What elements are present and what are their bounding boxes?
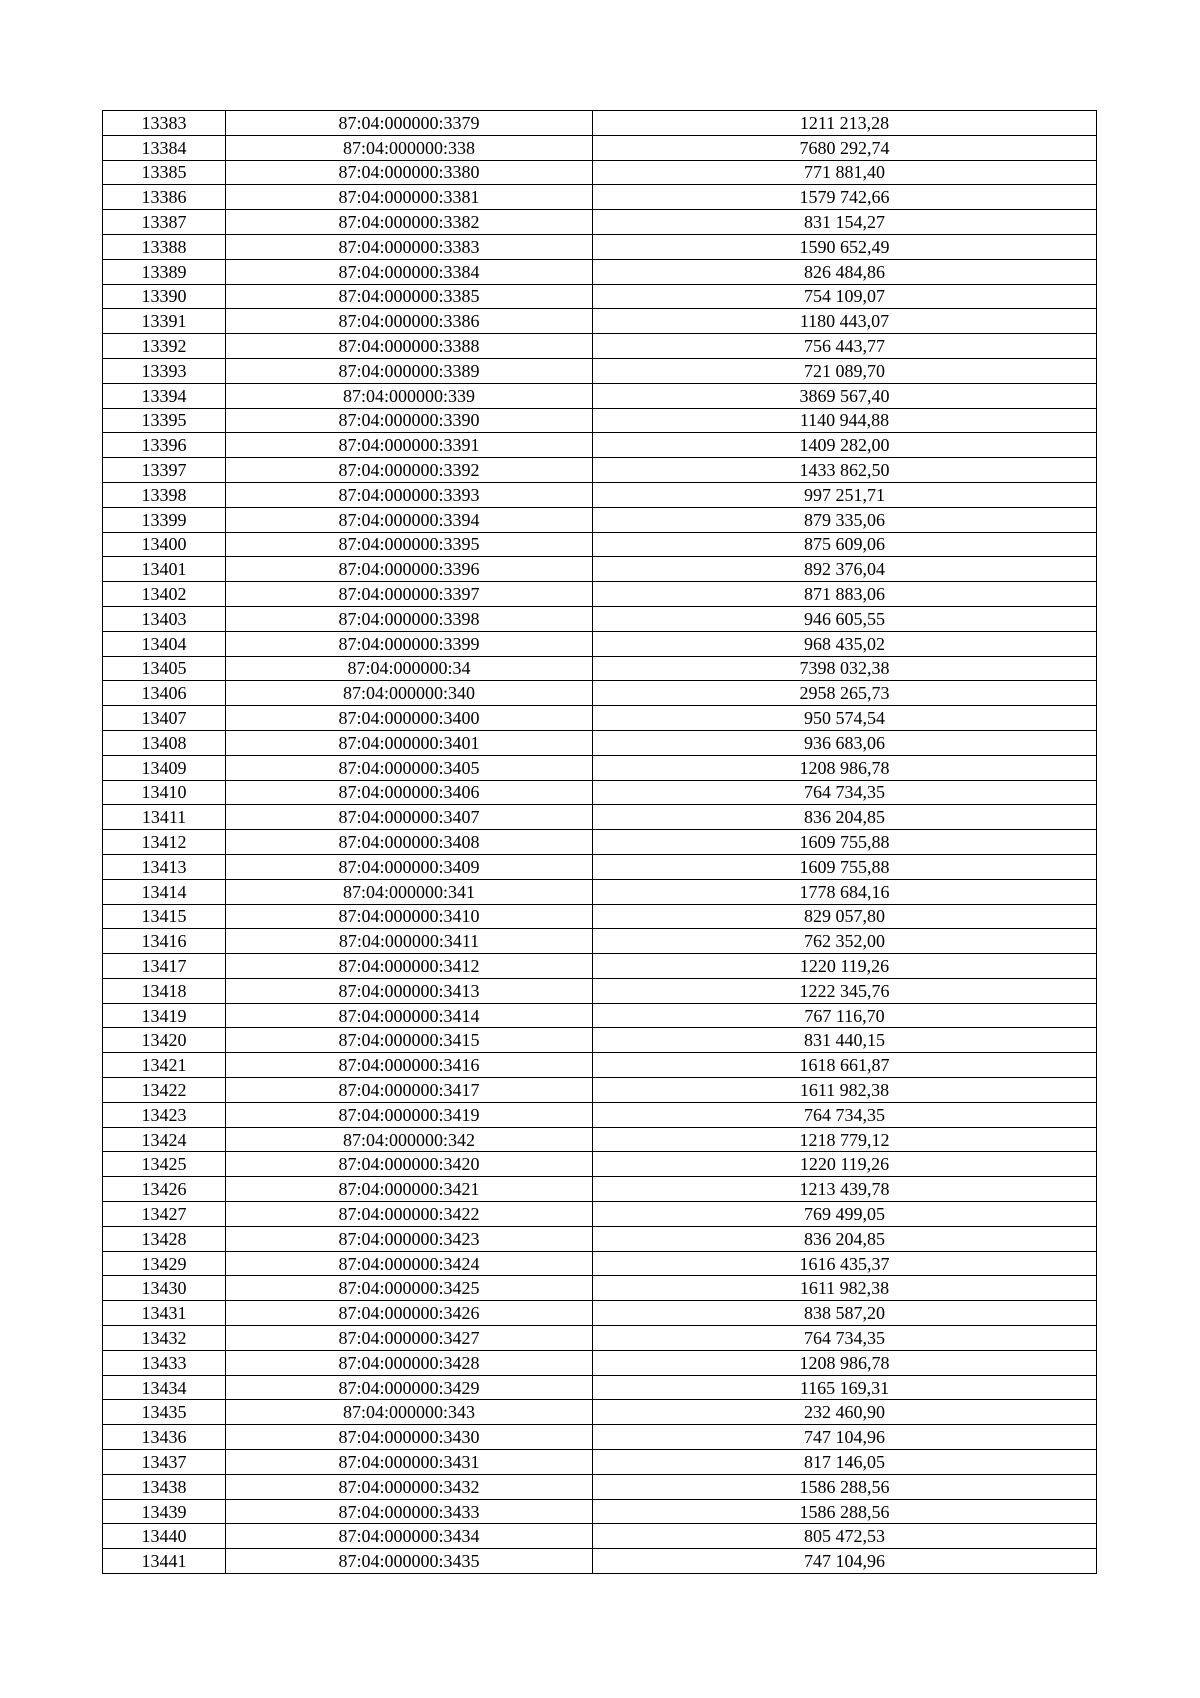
- cadastral-value-cell: 1140 944,88: [593, 408, 1097, 433]
- table-row: [103, 1450, 1097, 1475]
- row-number-cell: 13429: [103, 1251, 226, 1276]
- cadastral-value-cell: 826 484,86: [593, 259, 1097, 284]
- cadastral-number-cell: 87:04:000000:3399: [226, 631, 593, 656]
- cadastral-value-cell: 1180 443,07: [593, 309, 1097, 334]
- cadastral-number-cell: 87:04:000000:343: [226, 1400, 593, 1425]
- cadastral-value-cell: 769 499,05: [593, 1202, 1097, 1227]
- table-row: [103, 830, 1097, 855]
- table-row: [103, 1524, 1097, 1549]
- row-number-cell: 13424: [103, 1127, 226, 1152]
- table-row: [103, 1102, 1097, 1127]
- table-row: [103, 507, 1097, 532]
- cadastral-value-cell: 1611 982,38: [593, 1276, 1097, 1301]
- cadastral-value-cell: 3869 567,40: [593, 383, 1097, 408]
- table-row: [103, 730, 1097, 755]
- table-row: [103, 1549, 1097, 1574]
- cadastral-value-cell: 764 734,35: [593, 1326, 1097, 1351]
- table-row: [103, 557, 1097, 582]
- row-number-cell: 13408: [103, 730, 226, 755]
- cadastral-value-cell: 1165 169,31: [593, 1375, 1097, 1400]
- cadastral-value-cell: 968 435,02: [593, 631, 1097, 656]
- cadastral-value-cell: 805 472,53: [593, 1524, 1097, 1549]
- cadastral-number-cell: 87:04:000000:3390: [226, 408, 593, 433]
- row-number-cell: 13436: [103, 1425, 226, 1450]
- cadastral-value-cell: 875 609,06: [593, 532, 1097, 557]
- row-number-cell: 13438: [103, 1474, 226, 1499]
- cadastral-value-cell: 1409 282,00: [593, 433, 1097, 458]
- table-row: [103, 978, 1097, 1003]
- cadastral-value-cell: 1218 779,12: [593, 1127, 1097, 1152]
- cadastral-value-cell: 1609 755,88: [593, 830, 1097, 855]
- cadastral-value-cell: 1208 986,78: [593, 755, 1097, 780]
- table-row: [103, 954, 1097, 979]
- cadastral-value-cell: 871 883,06: [593, 582, 1097, 607]
- cadastral-value-cell: 1220 119,26: [593, 1152, 1097, 1177]
- row-number-cell: 13403: [103, 606, 226, 631]
- cadastral-number-cell: 87:04:000000:3420: [226, 1152, 593, 1177]
- cadastral-value-cell: 831 154,27: [593, 210, 1097, 235]
- row-number-cell: 13420: [103, 1028, 226, 1053]
- row-number-cell: 13409: [103, 755, 226, 780]
- cadastral-number-cell: 87:04:000000:3409: [226, 854, 593, 879]
- cadastral-value-cell: 1222 345,76: [593, 978, 1097, 1003]
- cadastral-value-cell: 1208 986,78: [593, 1350, 1097, 1375]
- cadastral-number-cell: 87:04:000000:3423: [226, 1226, 593, 1251]
- cadastral-value-cell: 1213 439,78: [593, 1177, 1097, 1202]
- cadastral-number-cell: 87:04:000000:3410: [226, 904, 593, 929]
- cadastral-number-cell: 87:04:000000:3411: [226, 929, 593, 954]
- row-number-cell: 13407: [103, 706, 226, 731]
- row-number-cell: 13399: [103, 507, 226, 532]
- row-number-cell: 13439: [103, 1499, 226, 1524]
- cadastral-number-cell: 87:04:000000:3416: [226, 1053, 593, 1078]
- table-row: [103, 582, 1097, 607]
- table-row: [103, 1425, 1097, 1450]
- table-row: [103, 1350, 1097, 1375]
- row-number-cell: 13421: [103, 1053, 226, 1078]
- row-number-cell: 13394: [103, 383, 226, 408]
- row-number-cell: 13400: [103, 532, 226, 557]
- table-row: [103, 358, 1097, 383]
- row-number-cell: 13434: [103, 1375, 226, 1400]
- cadastral-value-cell: 2958 265,73: [593, 681, 1097, 706]
- row-number-cell: 13410: [103, 780, 226, 805]
- cadastral-number-cell: 87:04:000000:3434: [226, 1524, 593, 1549]
- row-number-cell: 13396: [103, 433, 226, 458]
- row-number-cell: 13432: [103, 1326, 226, 1351]
- cadastral-number-cell: 87:04:000000:3405: [226, 755, 593, 780]
- row-number-cell: 13401: [103, 557, 226, 582]
- table-row: [103, 210, 1097, 235]
- cadastral-value-cell: 950 574,54: [593, 706, 1097, 731]
- row-number-cell: 13419: [103, 1003, 226, 1028]
- cadastral-value-cell: 1579 742,66: [593, 185, 1097, 210]
- table-row: [103, 334, 1097, 359]
- row-number-cell: 13414: [103, 879, 226, 904]
- table-row: [103, 1226, 1097, 1251]
- table-row: [103, 259, 1097, 284]
- table-row: [103, 656, 1097, 681]
- cadastral-number-cell: 87:04:000000:3406: [226, 780, 593, 805]
- cadastral-number-cell: 87:04:000000:3384: [226, 259, 593, 284]
- cadastral-value-cell: 764 734,35: [593, 1102, 1097, 1127]
- cadastral-value-cell: 762 352,00: [593, 929, 1097, 954]
- table-row: [103, 135, 1097, 160]
- cadastral-number-cell: 87:04:000000:3431: [226, 1450, 593, 1475]
- table-row: [103, 234, 1097, 259]
- cadastral-number-cell: 87:04:000000:3426: [226, 1301, 593, 1326]
- cadastral-number-cell: 87:04:000000:3412: [226, 954, 593, 979]
- cadastral-number-cell: 87:04:000000:3381: [226, 185, 593, 210]
- table-row: [103, 1276, 1097, 1301]
- table-row: [103, 1152, 1097, 1177]
- cadastral-number-cell: 87:04:000000:3383: [226, 234, 593, 259]
- cadastral-value-cell: 936 683,06: [593, 730, 1097, 755]
- cadastral-number-cell: 87:04:000000:3388: [226, 334, 593, 359]
- row-number-cell: 13411: [103, 805, 226, 830]
- row-number-cell: 13418: [103, 978, 226, 1003]
- cadastral-value-cell: 754 109,07: [593, 284, 1097, 309]
- cadastral-value-cell: 771 881,40: [593, 160, 1097, 185]
- cadastral-number-cell: 87:04:000000:3393: [226, 482, 593, 507]
- row-number-cell: 13391: [103, 309, 226, 334]
- cadastral-value-cell: 747 104,96: [593, 1549, 1097, 1574]
- row-number-cell: 13430: [103, 1276, 226, 1301]
- table-row: [103, 1127, 1097, 1152]
- row-number-cell: 13425: [103, 1152, 226, 1177]
- row-number-cell: 13417: [103, 954, 226, 979]
- cadastral-value-table: [102, 110, 1097, 1574]
- cadastral-value-cell: 1211 213,28: [593, 111, 1097, 136]
- row-number-cell: 13390: [103, 284, 226, 309]
- row-number-cell: 13398: [103, 482, 226, 507]
- cadastral-number-cell: 87:04:000000:3398: [226, 606, 593, 631]
- row-number-cell: 13406: [103, 681, 226, 706]
- cadastral-number-cell: 87:04:000000:3427: [226, 1326, 593, 1351]
- table-row: [103, 383, 1097, 408]
- row-number-cell: 13423: [103, 1102, 226, 1127]
- cadastral-number-cell: 87:04:000000:338: [226, 135, 593, 160]
- cadastral-number-cell: 87:04:000000:3394: [226, 507, 593, 532]
- table-row: [103, 631, 1097, 656]
- cadastral-number-cell: 87:04:000000:3428: [226, 1350, 593, 1375]
- row-number-cell: 13393: [103, 358, 226, 383]
- cadastral-value-cell: 831 440,15: [593, 1028, 1097, 1053]
- table-row: [103, 755, 1097, 780]
- cadastral-number-cell: 87:04:000000:3424: [226, 1251, 593, 1276]
- row-number-cell: 13402: [103, 582, 226, 607]
- cadastral-number-cell: 87:04:000000:34: [226, 656, 593, 681]
- cadastral-value-cell: 1433 862,50: [593, 458, 1097, 483]
- cadastral-value-cell: 767 116,70: [593, 1003, 1097, 1028]
- table-row: [103, 532, 1097, 557]
- cadastral-value-cell: 1618 661,87: [593, 1053, 1097, 1078]
- cadastral-number-cell: 87:04:000000:3414: [226, 1003, 593, 1028]
- row-number-cell: 13413: [103, 854, 226, 879]
- table-row: [103, 111, 1097, 136]
- table-row: [103, 1499, 1097, 1524]
- cadastral-value-cell: 7398 032,38: [593, 656, 1097, 681]
- cadastral-number-cell: 87:04:000000:3395: [226, 532, 593, 557]
- row-number-cell: 13405: [103, 656, 226, 681]
- cadastral-number-cell: 87:04:000000:3415: [226, 1028, 593, 1053]
- cadastral-number-cell: 87:04:000000:3407: [226, 805, 593, 830]
- row-number-cell: 13384: [103, 135, 226, 160]
- table-row: [103, 408, 1097, 433]
- cadastral-value-cell: 817 146,05: [593, 1450, 1097, 1475]
- table-row: [103, 1326, 1097, 1351]
- cadastral-number-cell: 87:04:000000:340: [226, 681, 593, 706]
- cadastral-value-cell: 1609 755,88: [593, 854, 1097, 879]
- cadastral-number-cell: 87:04:000000:3397: [226, 582, 593, 607]
- cadastral-number-cell: 87:04:000000:339: [226, 383, 593, 408]
- table-row: [103, 1375, 1097, 1400]
- cadastral-value-cell: 1586 288,56: [593, 1499, 1097, 1524]
- cadastral-value-cell: 946 605,55: [593, 606, 1097, 631]
- cadastral-value-cell: 1616 435,37: [593, 1251, 1097, 1276]
- row-number-cell: 13416: [103, 929, 226, 954]
- row-number-cell: 13412: [103, 830, 226, 855]
- cadastral-value-cell: 1586 288,56: [593, 1474, 1097, 1499]
- cadastral-number-cell: 87:04:000000:3392: [226, 458, 593, 483]
- row-number-cell: 13426: [103, 1177, 226, 1202]
- row-number-cell: 13395: [103, 408, 226, 433]
- row-number-cell: 13440: [103, 1524, 226, 1549]
- table-body: [103, 111, 1097, 1574]
- table-row: [103, 1474, 1097, 1499]
- cadastral-number-cell: 87:04:000000:3413: [226, 978, 593, 1003]
- cadastral-number-cell: 87:04:000000:3380: [226, 160, 593, 185]
- cadastral-number-cell: 87:04:000000:3433: [226, 1499, 593, 1524]
- cadastral-number-cell: 87:04:000000:3389: [226, 358, 593, 383]
- row-number-cell: 13387: [103, 210, 226, 235]
- table-row: [103, 1177, 1097, 1202]
- table-row: [103, 1301, 1097, 1326]
- cadastral-value-cell: 1611 982,38: [593, 1078, 1097, 1103]
- cadastral-number-cell: 87:04:000000:3391: [226, 433, 593, 458]
- table-row: [103, 433, 1097, 458]
- table-row: [103, 1251, 1097, 1276]
- cadastral-number-cell: 87:04:000000:3382: [226, 210, 593, 235]
- cadastral-number-cell: 87:04:000000:341: [226, 879, 593, 904]
- cadastral-value-cell: 836 204,85: [593, 1226, 1097, 1251]
- cadastral-value-cell: 879 335,06: [593, 507, 1097, 532]
- table-row: [103, 1003, 1097, 1028]
- cadastral-number-cell: 87:04:000000:3396: [226, 557, 593, 582]
- cadastral-number-cell: 87:04:000000:3422: [226, 1202, 593, 1227]
- row-number-cell: 13441: [103, 1549, 226, 1574]
- row-number-cell: 13422: [103, 1078, 226, 1103]
- cadastral-number-cell: 87:04:000000:3421: [226, 1177, 593, 1202]
- cadastral-value-cell: 997 251,71: [593, 482, 1097, 507]
- cadastral-value-cell: 1778 684,16: [593, 879, 1097, 904]
- table-row: [103, 681, 1097, 706]
- row-number-cell: 13385: [103, 160, 226, 185]
- row-number-cell: 13437: [103, 1450, 226, 1475]
- table-row: [103, 309, 1097, 334]
- table-row: [103, 482, 1097, 507]
- cadastral-value-cell: 756 443,77: [593, 334, 1097, 359]
- cadastral-value-cell: 764 734,35: [593, 780, 1097, 805]
- cadastral-value-cell: 836 204,85: [593, 805, 1097, 830]
- row-number-cell: 13392: [103, 334, 226, 359]
- row-number-cell: 13428: [103, 1226, 226, 1251]
- cadastral-number-cell: 87:04:000000:3417: [226, 1078, 593, 1103]
- row-number-cell: 13388: [103, 234, 226, 259]
- row-number-cell: 13386: [103, 185, 226, 210]
- table-row: [103, 706, 1097, 731]
- cadastral-value-cell: 747 104,96: [593, 1425, 1097, 1450]
- cadastral-number-cell: 87:04:000000:3425: [226, 1276, 593, 1301]
- table-row: [103, 1202, 1097, 1227]
- row-number-cell: 13404: [103, 631, 226, 656]
- row-number-cell: 13389: [103, 259, 226, 284]
- cadastral-value-cell: 838 587,20: [593, 1301, 1097, 1326]
- row-number-cell: 13435: [103, 1400, 226, 1425]
- cadastral-number-cell: 87:04:000000:3429: [226, 1375, 593, 1400]
- cadastral-value-cell: 892 376,04: [593, 557, 1097, 582]
- table-row: [103, 606, 1097, 631]
- cadastral-number-cell: 87:04:000000:3401: [226, 730, 593, 755]
- cadastral-number-cell: 87:04:000000:342: [226, 1127, 593, 1152]
- table-row: [103, 185, 1097, 210]
- table-row: [103, 160, 1097, 185]
- table-row: [103, 805, 1097, 830]
- cadastral-number-cell: 87:04:000000:3419: [226, 1102, 593, 1127]
- row-number-cell: 13431: [103, 1301, 226, 1326]
- cadastral-number-cell: 87:04:000000:3379: [226, 111, 593, 136]
- table-row: [103, 284, 1097, 309]
- cadastral-value-cell: 829 057,80: [593, 904, 1097, 929]
- table-row: [103, 780, 1097, 805]
- cadastral-number-cell: 87:04:000000:3430: [226, 1425, 593, 1450]
- table-row: [103, 458, 1097, 483]
- cadastral-number-cell: 87:04:000000:3408: [226, 830, 593, 855]
- cadastral-value-cell: 1220 119,26: [593, 954, 1097, 979]
- table-row: [103, 904, 1097, 929]
- row-number-cell: 13427: [103, 1202, 226, 1227]
- cadastral-value-cell: 7680 292,74: [593, 135, 1097, 160]
- cadastral-value-cell: 1590 652,49: [593, 234, 1097, 259]
- cadastral-value-cell: 232 460,90: [593, 1400, 1097, 1425]
- row-number-cell: 13397: [103, 458, 226, 483]
- table-row: [103, 1028, 1097, 1053]
- cadastral-value-cell: 721 089,70: [593, 358, 1097, 383]
- row-number-cell: 13415: [103, 904, 226, 929]
- table-row: [103, 1078, 1097, 1103]
- row-number-cell: 13433: [103, 1350, 226, 1375]
- table-row: [103, 854, 1097, 879]
- cadastral-number-cell: 87:04:000000:3385: [226, 284, 593, 309]
- table-row: [103, 929, 1097, 954]
- table-row: [103, 1400, 1097, 1425]
- row-number-cell: 13383: [103, 111, 226, 136]
- cadastral-number-cell: 87:04:000000:3432: [226, 1474, 593, 1499]
- table-row: [103, 879, 1097, 904]
- table-row: [103, 1053, 1097, 1078]
- cadastral-number-cell: 87:04:000000:3435: [226, 1549, 593, 1574]
- cadastral-number-cell: 87:04:000000:3386: [226, 309, 593, 334]
- cadastral-number-cell: 87:04:000000:3400: [226, 706, 593, 731]
